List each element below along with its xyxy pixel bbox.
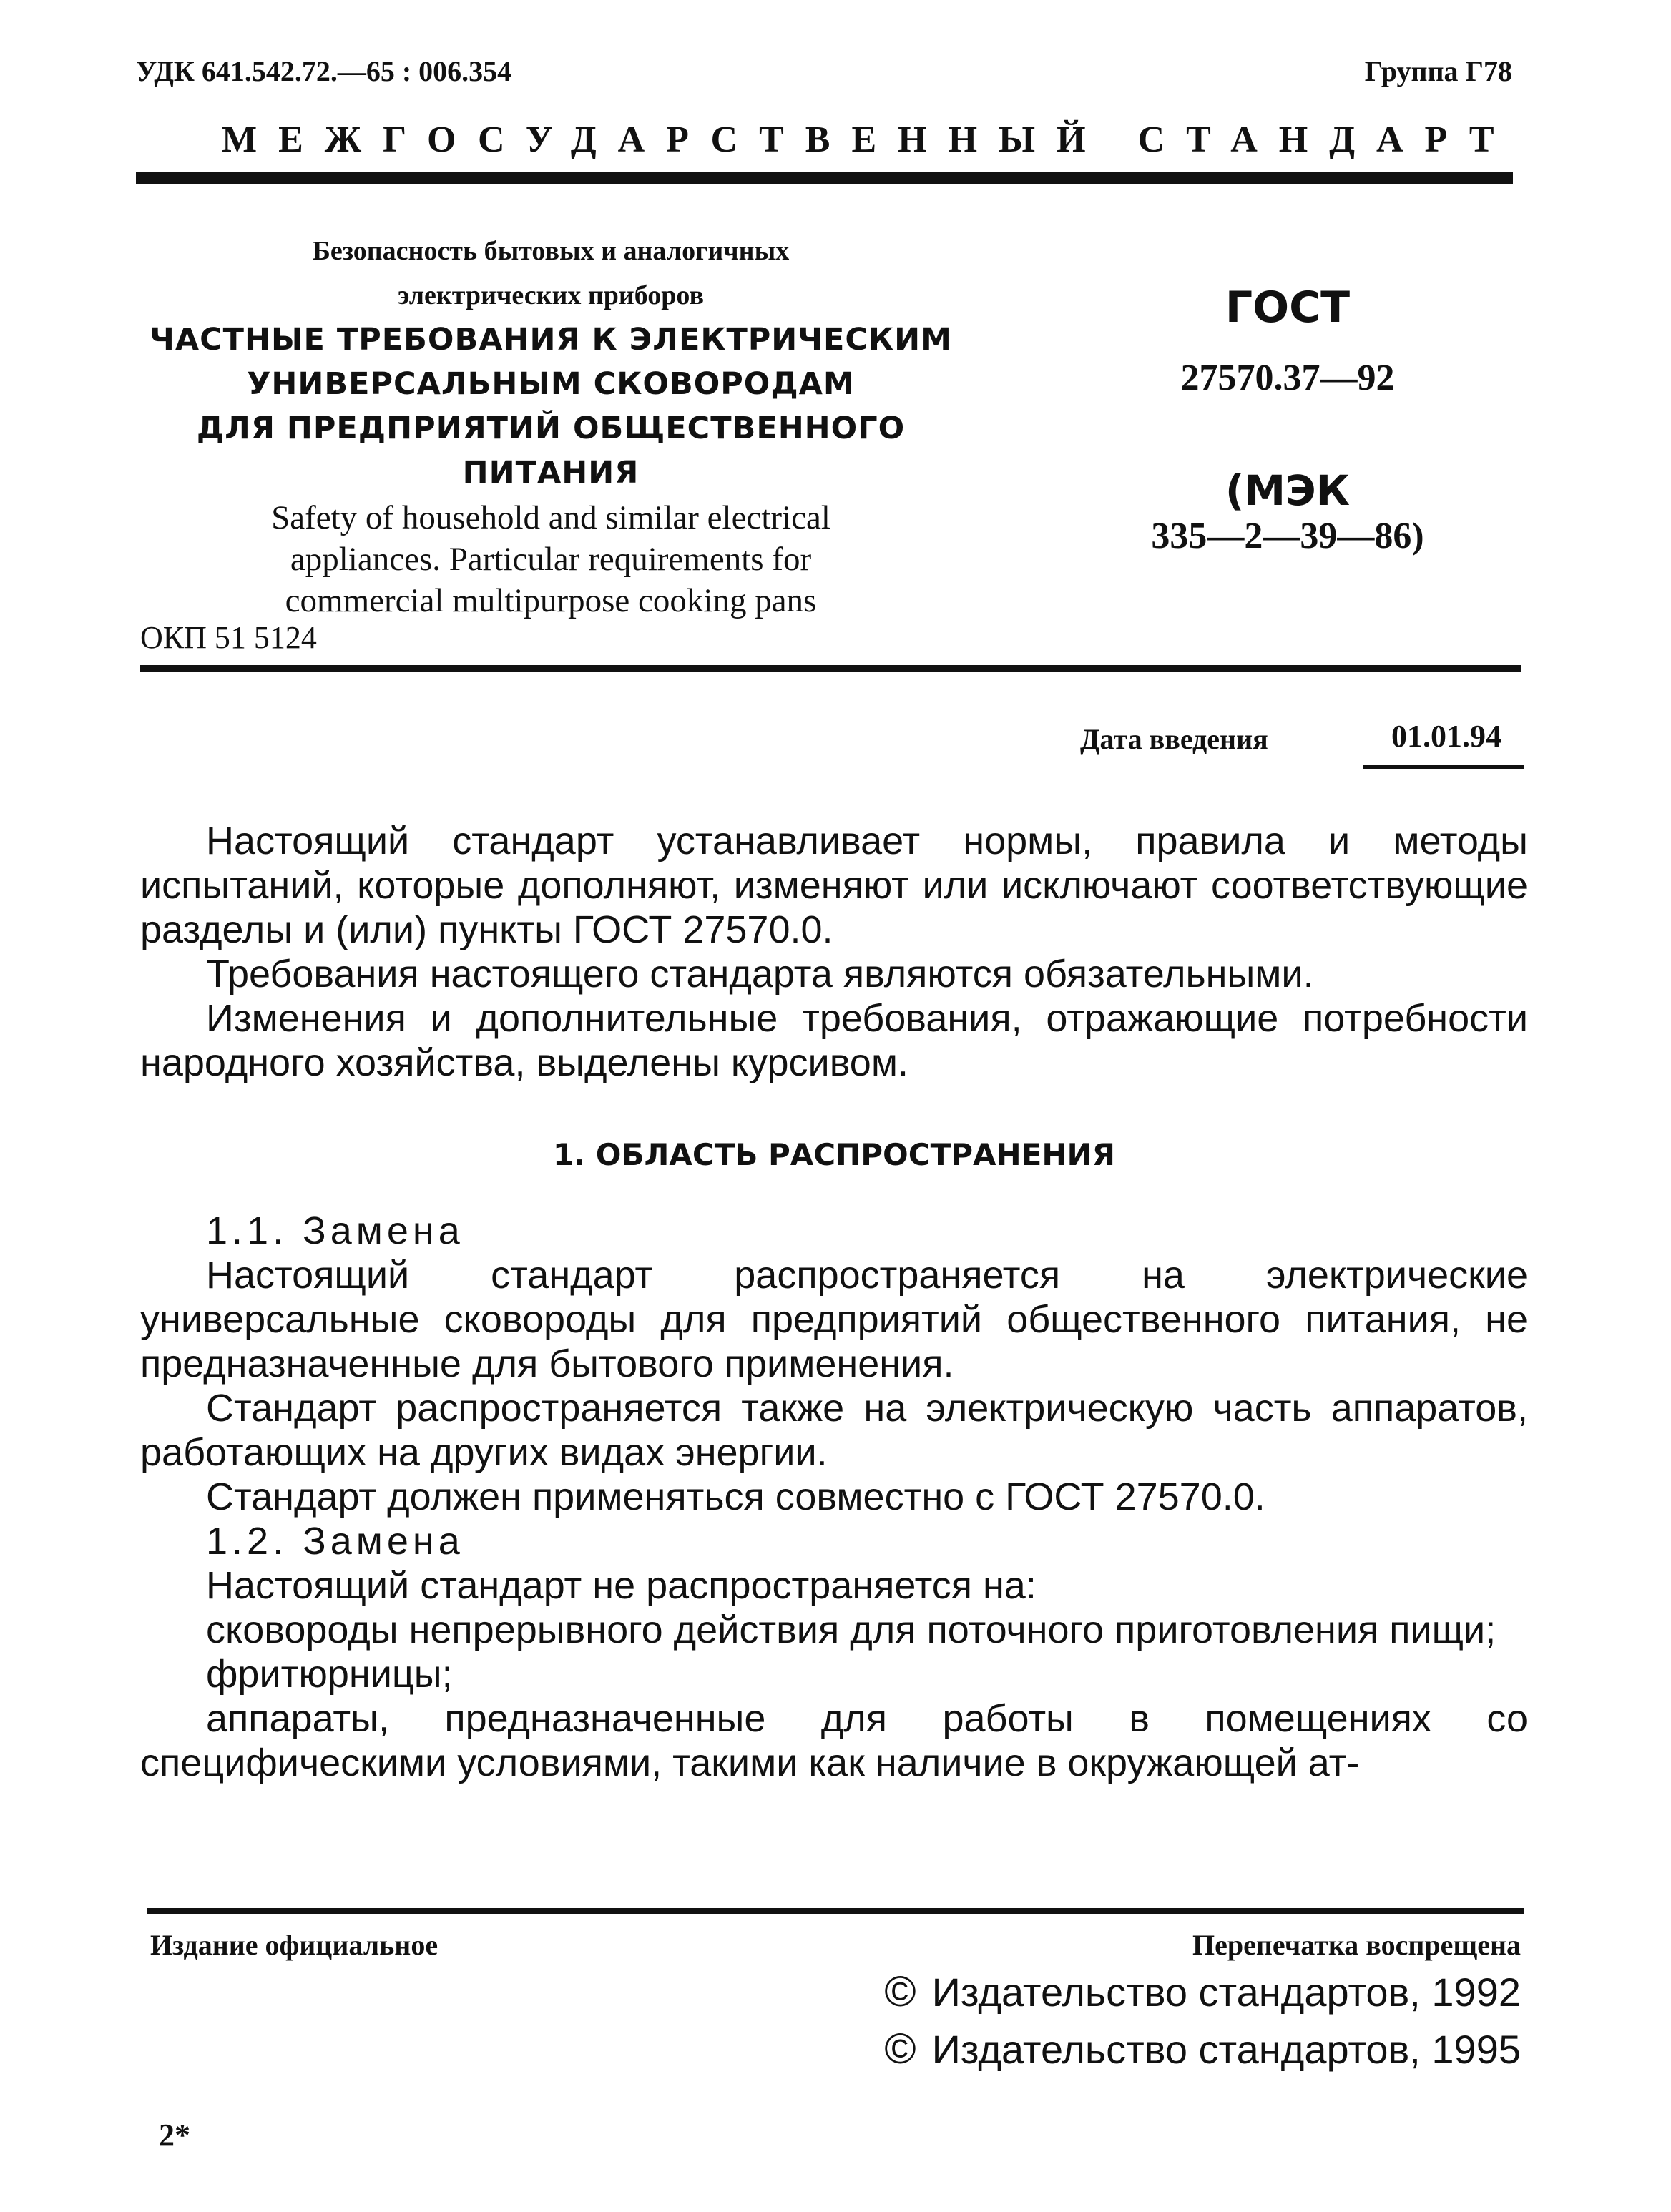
title-line3: ДЛЯ ПРЕДПРИЯТИЙ ОБЩЕСТВЕННОГО bbox=[196, 411, 906, 446]
gost-label: ГОСТ bbox=[1225, 282, 1351, 333]
clause-1-2-heading: 1.2. Замена bbox=[206, 1520, 464, 1563]
introduction-date-value: 01.01.94 bbox=[1391, 719, 1501, 754]
okp-code: ОКП 51 5124 bbox=[140, 620, 317, 655]
standard-type-heading: МЕЖГОСУДАРСТВЕННЫЙ СТАНДАРТ bbox=[222, 119, 1516, 160]
group-code: Группа Г78 bbox=[1364, 55, 1512, 87]
copyright-line-1 bbox=[884, 1967, 1521, 2016]
page-mark: 2* bbox=[159, 2118, 190, 2153]
title-line2: УНИВЕРСАЛЬНЫМ СКОВОРОДАМ bbox=[247, 366, 855, 402]
preamble-paragraph-1: Настоящий стандарт устанавливает нормы, правила и методы испытаний, которые дополняют, изменяют или исключают соответствующие разделы и (или) пункты ГОСТ 27570.0. bbox=[140, 820, 1528, 951]
title-line1: ЧАСТНЫЕ ТРЕБОВАНИЯ К ЭЛЕКТРИЧЕСКИМ bbox=[150, 322, 952, 358]
copyright-text-1: Издательство стандартов, 1992 bbox=[931, 1970, 1521, 2015]
copyright-text-2: Издательство стандартов, 1995 bbox=[931, 2027, 1521, 2072]
udc-code: УДК 641.542.72.—65 : 006.354 bbox=[136, 55, 512, 87]
copyright-icon: © bbox=[884, 1967, 916, 2015]
copyright-icon: © bbox=[884, 2025, 916, 2073]
gost-number: 27570.37—92 bbox=[1180, 358, 1395, 398]
top-rule bbox=[136, 172, 1513, 184]
clause-1-2-paragraph-1: Настоящий стандарт не распространяется на: bbox=[206, 1564, 1037, 1607]
english-title-line2: appliances. Particular requirements for bbox=[290, 541, 812, 578]
section-1-body bbox=[140, 1209, 1528, 1785]
designation-block bbox=[1102, 282, 1474, 557]
clause-1-1-heading: 1.1. Замена bbox=[206, 1209, 464, 1252]
title-line4: ПИТАНИЯ bbox=[462, 455, 640, 491]
preamble-paragraph-2: Требования настоящего стандарта являются обязательными. bbox=[206, 953, 1314, 996]
reprint-prohibited-label: Перепечатка воспрещена bbox=[1192, 1929, 1521, 1961]
clause-1-2-paragraph-4: аппараты, предназначенные для работы в помещениях со специфическими условиями, такими как наличие в окружающей ат- bbox=[140, 1697, 1528, 1784]
clause-1-2-paragraph-3: фритюрницы; bbox=[206, 1653, 453, 1696]
title-block bbox=[136, 229, 966, 619]
preamble bbox=[140, 819, 1528, 1085]
official-edition-label: Издание официальное bbox=[150, 1929, 438, 1961]
english-title-line1: Safety of household and similar electrical bbox=[271, 499, 830, 536]
footer-rule bbox=[147, 1908, 1524, 1914]
clause-1-1-paragraph-2: Стандарт распространяется также на электрическую часть аппаратов, работающих на других видах энергии. bbox=[140, 1387, 1528, 1474]
english-title-line3: commercial multipurpose cooking pans bbox=[285, 582, 817, 619]
title-bottom-rule bbox=[140, 665, 1521, 672]
iec-label: (МЭК bbox=[1225, 466, 1351, 515]
introduction-date-label: Дата введения bbox=[1080, 723, 1268, 755]
clause-1-1-paragraph-3: Стандарт должен применяться совместно с ГОСТ 27570.0. bbox=[206, 1475, 1265, 1518]
date-underline bbox=[1363, 765, 1524, 769]
clause-1-2-paragraph-2: сковороды непрерывного действия для поточного приготовления пищи; bbox=[206, 1608, 1496, 1651]
subtitle-line1: Безопасность бытовых и аналогичных bbox=[312, 236, 790, 266]
copyright-line-2 bbox=[884, 2024, 1521, 2073]
clause-1-1-paragraph-1: Настоящий стандарт распространяется на электрические универсальные сковороды для предприятий общественного питания, не предназначенные для бытового применения. bbox=[140, 1254, 1528, 1385]
preamble-paragraph-3: Изменения и дополнительные требования, отражающие потребности народного хозяйства, выделены курсивом. bbox=[140, 997, 1528, 1084]
subtitle-line2: электрических приборов bbox=[397, 280, 705, 310]
section-1-title: 1. ОБЛАСТЬ РАСПРОСТРАНЕНИЯ bbox=[552, 1137, 1115, 1172]
iec-number: 335—2—39—86) bbox=[1151, 516, 1424, 556]
